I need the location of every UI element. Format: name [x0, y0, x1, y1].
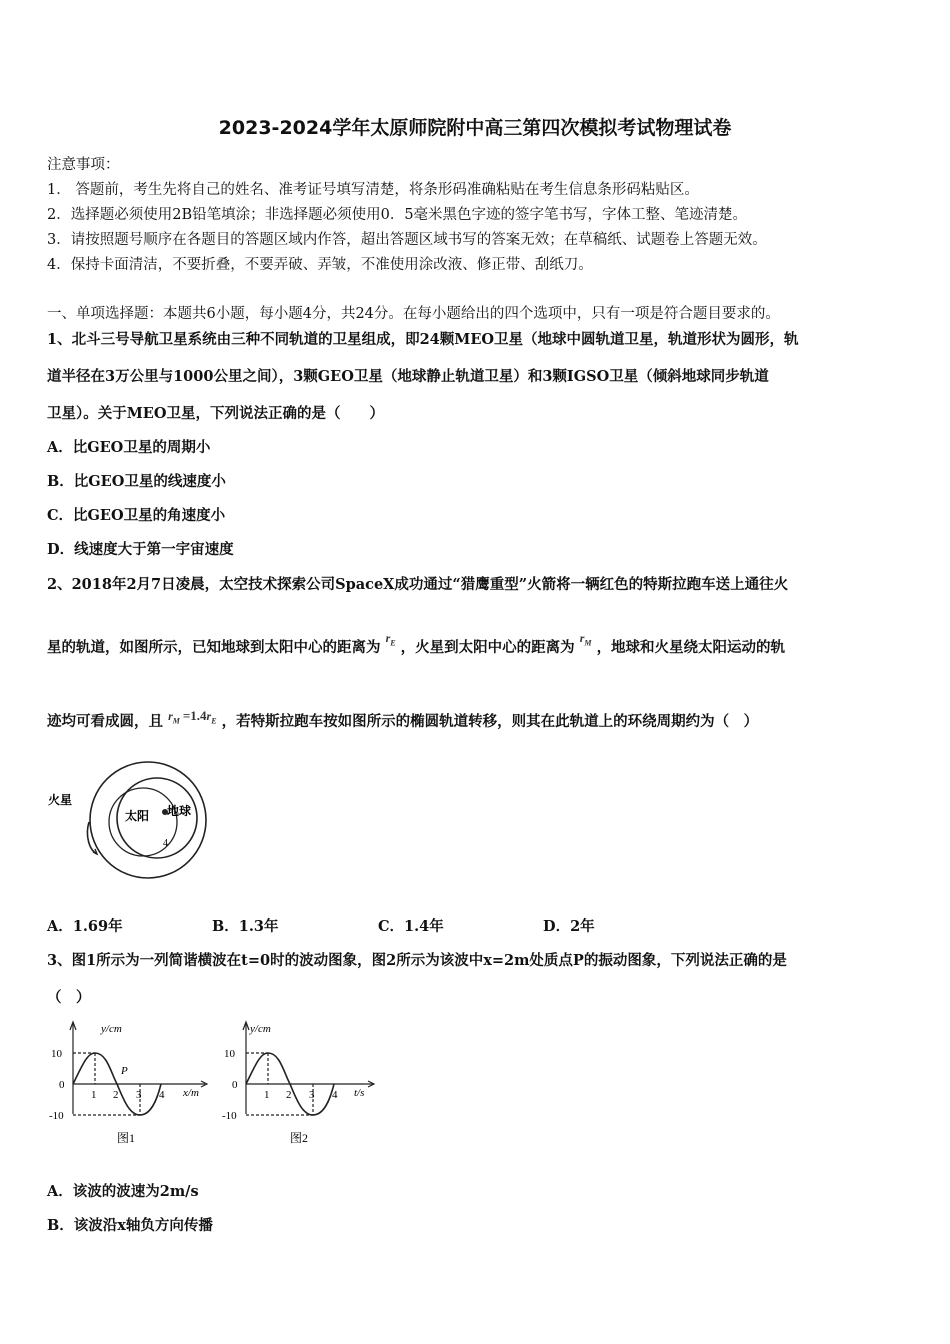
- q2-line-1: 2、2018年2月7日凌晨，太空技术探索公司SpaceX成功通过“猎鹰重型”火箭将一辆红色的特斯拉跑车送上通往火: [47, 576, 789, 593]
- q2-option-c: C．1.4年: [378, 918, 444, 935]
- fig1-xlabel: x/m: [183, 1087, 199, 1099]
- page-title: 2023-2024学年太原师院附中高三第四次模拟考试物理试卷: [218, 117, 732, 139]
- fig1-xtick-1: 1: [91, 1089, 97, 1101]
- wave-figure-1: [45, 1018, 215, 1150]
- fig2-ytick-0: 0: [232, 1079, 238, 1091]
- q1-line-2: 道半径在3万公里与1000公里之间），3颗GEO卫星（地球静止轨道卫星）和3颗IGSO卫星（倾斜地球同步轨道: [47, 368, 769, 385]
- q2-option-b: B．1.3年: [212, 918, 279, 935]
- point-p-label: P: [121, 1065, 128, 1077]
- fig2-xlabel: t/s: [354, 1087, 365, 1099]
- q3-line-1: 3、图1所示为一列简谐横波在t=0时的波动图象，图2所示为该波中x=2m处质点P的振动图象，下列说法正确的是: [47, 952, 787, 969]
- q1-line-1: 1、北斗三号导航卫星系统由三种不同轨道的卫星组成，即24颗MEO卫星（地球中圆轨道卫星，轨道形状为圆形，轨: [47, 331, 799, 348]
- fig1-caption: 图1: [117, 1131, 136, 1145]
- fig2-xtick-1: 1: [264, 1089, 270, 1101]
- q1-option-d: D．线速度大于第一宇宙速度: [47, 541, 234, 558]
- q2-option-d: D．2年: [543, 918, 595, 935]
- fig2-xtick-3: 3: [309, 1089, 315, 1101]
- radius-relation: rM =1.4rE: [168, 708, 217, 726]
- r-mars-symbol: rM: [579, 631, 592, 648]
- q2-line-3a: 迹均可看成圆，且: [47, 713, 163, 730]
- q2-line-3: [47, 710, 758, 731]
- fig1-ytick-neg10: -10: [49, 1110, 64, 1122]
- notice-item-2: 2．选择题必须使用2B铅笔填涂；非选择题必须使用0．5毫米黑色字迹的签字笔书写，字体工整、笔迹清楚。: [47, 207, 748, 223]
- notice-item-1: 1． 答题前，考生先将自己的姓名、准考证号填写清楚，将条形码准确粘贴在考生信息条形码粘贴区。: [47, 182, 699, 198]
- q2-line-3b: ，若特斯拉跑车按如图所示的椭圆轨道转移，则其在此轨道上的环绕周期约为（ ）: [221, 713, 759, 730]
- fig2-ylabel: y/cm: [250, 1023, 271, 1035]
- q1-option-a: A．比GEO卫星的周期小: [47, 439, 211, 456]
- fig2-ytick-10: 10: [224, 1048, 235, 1060]
- notice-item-3: 3．请按照题号顺序在各题目的答题区域内作答，超出答题区域书写的答案无效；在草稿纸、试题卷上答题无效。: [47, 232, 767, 248]
- fig1-xtick-4: 4: [159, 1089, 165, 1101]
- fig1-ylabel: y/cm: [101, 1023, 122, 1035]
- q2-line-2b: ，火星到太阳中心的距离为: [400, 639, 575, 656]
- q2-line-2c: ，地球和火星绕太阳运动的轨: [596, 639, 786, 656]
- fig1-xtick-2: 2: [113, 1089, 119, 1101]
- q3-option-b: B．该波沿x轴负方向传播: [47, 1217, 213, 1234]
- q1-option-b: B．比GEO卫星的线速度小: [47, 473, 226, 490]
- fig1-xtick-3: 3: [136, 1089, 142, 1101]
- notice-heading: 注意事项：: [47, 157, 120, 173]
- wave-figure-2: [218, 1018, 388, 1150]
- section-heading: 一、单项选择题：本题共6小题，每小题4分，共24分。在每小题给出的四个选项中，只有一项是符合题目要求的。: [47, 306, 780, 322]
- fig1-ytick-10: 10: [51, 1048, 62, 1060]
- q2-line-2a: 星的轨道，如图所示，已知地球到太阳中心的距离为: [47, 639, 381, 656]
- notice-item-4: 4．保持卡面清洁，不要折叠，不要弄破、弄皱，不准使用涂改液、修正带、刮纸刀。: [47, 257, 593, 273]
- fig2-xtick-4: 4: [332, 1089, 338, 1101]
- q1-option-c: C．比GEO卫星的角速度小: [47, 507, 226, 524]
- fig2-caption: 图2: [290, 1131, 309, 1145]
- sun-label: 太阳: [125, 809, 150, 823]
- fig1-ytick-0: 0: [59, 1079, 65, 1091]
- fig2-ytick-neg10: -10: [222, 1110, 237, 1122]
- q3-option-a: A．该波的波速为2m/s: [47, 1183, 199, 1200]
- r-earth-symbol: rE: [385, 631, 396, 648]
- q1-line-3: 卫星）。关于MEO卫星，下列说法正确的是（ ）: [47, 405, 384, 422]
- mars-label: 火星: [48, 793, 73, 807]
- q3-line-2: （ ）: [47, 989, 91, 1006]
- q2-option-a: A．1.69年: [47, 918, 123, 935]
- orbit-figure: [45, 760, 215, 885]
- q2-line-2: [47, 631, 786, 657]
- earth-label: 地球: [167, 804, 192, 818]
- mark-label: 4: [163, 838, 168, 849]
- fig2-xtick-2: 2: [286, 1089, 292, 1101]
